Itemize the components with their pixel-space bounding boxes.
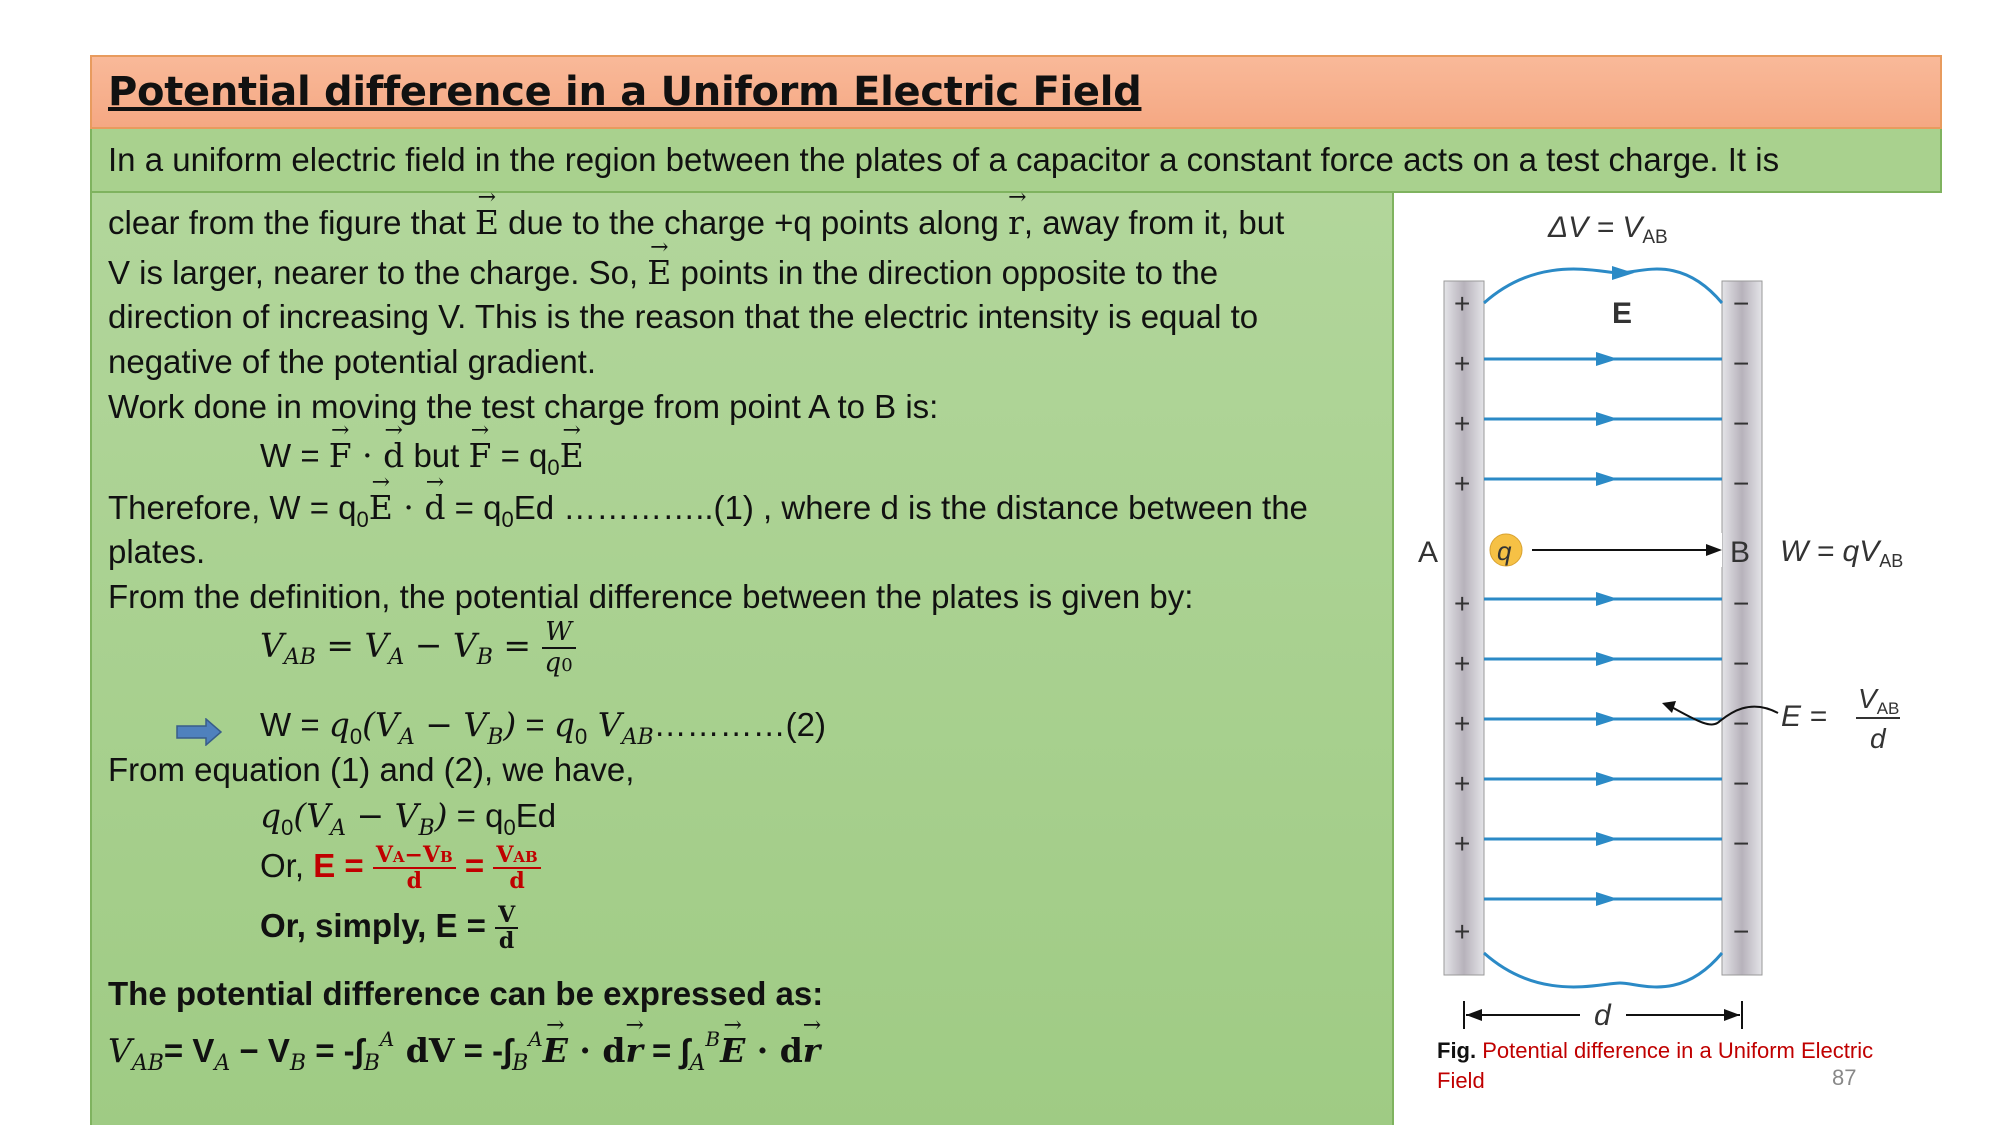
subscript: A	[689, 1051, 706, 1076]
plate-b-label: B	[1730, 536, 1751, 569]
text: dV	[394, 1031, 455, 1070]
plus-sign: +	[1454, 408, 1471, 439]
field-lines	[1484, 352, 1722, 906]
denominator: d	[406, 868, 422, 895]
field-arrow	[1596, 832, 1618, 846]
arrow-right-icon	[176, 718, 222, 746]
plus-sign: +	[1454, 648, 1471, 679]
subscript: 0	[349, 724, 363, 749]
intro-bar	[90, 129, 1942, 193]
text: E =	[313, 846, 373, 884]
text: Ed …………..(1) , where d is the distance between the	[513, 489, 1308, 526]
text: − V	[230, 1032, 290, 1069]
page-number: 87	[1832, 1065, 1857, 1090]
field-arrow	[1596, 652, 1618, 666]
minus-sign: −	[1733, 588, 1750, 619]
text: = -∫	[306, 1032, 364, 1069]
text: · d	[745, 1031, 803, 1070]
text: q	[553, 705, 575, 744]
subscript: A	[388, 645, 405, 671]
plus-sign: +	[1454, 348, 1471, 379]
minus-sign: −	[1733, 468, 1750, 499]
vector-r: → r	[625, 1031, 642, 1070]
text: W =	[260, 706, 329, 743]
fringe-field-bottom	[1484, 953, 1722, 987]
plate-b	[1722, 281, 1762, 975]
text: − V	[345, 796, 419, 835]
superscript: A	[528, 1027, 543, 1051]
plus-sign: +	[1454, 468, 1471, 499]
dimension-arrow	[1724, 1009, 1740, 1021]
minus-sign: −	[1733, 348, 1750, 379]
body-line-5: Work done in moving the test charge from point A to B is:	[108, 388, 939, 425]
fraction	[373, 843, 456, 893]
subscript: B	[440, 848, 453, 866]
subscript: A	[330, 816, 346, 841]
vector-e: → E	[369, 488, 393, 527]
body-line-1	[108, 203, 1284, 242]
fraction	[542, 618, 576, 677]
text: Ed	[515, 797, 557, 834]
minus-sign: −	[1733, 408, 1750, 439]
text: = q	[447, 797, 504, 834]
vector-d: → d	[424, 488, 445, 527]
subscript: B	[363, 1051, 380, 1076]
equation-vab	[260, 618, 576, 677]
field-arrow	[1596, 352, 1618, 366]
subscript: AB	[131, 1051, 164, 1076]
text: Or, simply, E =	[260, 906, 496, 944]
subscript: 0	[547, 455, 560, 480]
text: W =	[260, 437, 329, 474]
plus-sign: +	[1454, 768, 1471, 799]
fraction	[493, 843, 540, 893]
subscript: B	[487, 725, 504, 750]
intro-text: In a uniform electric field in the region between the plates of a capacitor a constant force acts on a test charge. It is	[108, 141, 1780, 178]
text: = V	[315, 625, 389, 665]
text: …………(2)	[653, 706, 826, 743]
body-line-16: The potential difference can be expressed as:	[108, 975, 824, 1012]
vector-e: → E	[475, 203, 499, 242]
text: q	[544, 647, 562, 678]
numerator	[373, 843, 456, 869]
distance-label: d	[1594, 999, 1611, 1032]
text: − V	[404, 625, 477, 665]
text: = q	[445, 489, 502, 526]
denominator: d	[498, 928, 515, 955]
numerator: V	[495, 903, 518, 929]
text: V	[496, 842, 514, 868]
text: ·	[351, 436, 384, 475]
subscript: A	[214, 1051, 231, 1076]
subscript: A	[398, 725, 415, 750]
equation-combined	[260, 796, 557, 841]
equation-work-2	[260, 705, 826, 750]
text: = q	[491, 437, 548, 474]
text: Or,	[260, 846, 314, 884]
field-arrow	[1596, 592, 1618, 606]
charge-label: q	[1497, 536, 1512, 566]
body-line-3: direction of increasing V. This is the reason that the electric intensity is equal to	[108, 298, 1259, 335]
text: due to the charge +q points along	[498, 204, 1009, 241]
dimension-arrow	[1466, 1009, 1482, 1021]
text: = V	[163, 1032, 215, 1069]
field-arrow	[1596, 892, 1618, 906]
minus-sign: −	[1733, 648, 1750, 679]
subscript: B	[512, 1051, 529, 1076]
plate-a-label: A	[1418, 536, 1439, 569]
minus-sign: −	[1733, 288, 1750, 319]
caption-text: Potential difference in a Uniform Electric Field	[1437, 1038, 1874, 1093]
vector-d: → d	[383, 436, 404, 475]
e-eq-label: E =	[1781, 700, 1827, 733]
slide-title: Potential difference in a Uniform Electric Field	[108, 69, 1142, 115]
superscript: A	[379, 1027, 395, 1051]
vector-f: → F	[469, 436, 492, 475]
work-label: $W = qV_{AB}$	[1780, 535, 1904, 571]
subscript: B	[418, 816, 435, 841]
text: (V	[293, 796, 331, 835]
text: Therefore, W = q	[108, 489, 357, 526]
title-bar	[90, 55, 1942, 129]
plate-a	[1444, 281, 1484, 975]
field-arrow	[1596, 412, 1618, 426]
capacitor-figure	[1400, 193, 1960, 1113]
e-pointer-head	[1662, 701, 1676, 713]
subscript: A	[392, 848, 405, 866]
superscript: B	[705, 1027, 721, 1051]
body-line-4: negative of the potential gradient.	[108, 343, 597, 380]
minus-sign: −	[1733, 916, 1750, 947]
plus-sign: +	[1454, 708, 1471, 739]
equation-e-simple	[260, 903, 518, 953]
subscript: AB	[621, 725, 654, 750]
text: clear from the figure that	[108, 204, 475, 241]
text: −V	[404, 842, 441, 868]
text: =	[455, 846, 494, 884]
text: V is larger, nearer to the charge. So,	[108, 254, 648, 291]
fringe-field-top	[1484, 269, 1722, 303]
text: V	[108, 1031, 132, 1070]
field-arrow	[1612, 266, 1634, 280]
text: points in the direction opposite to the	[671, 254, 1219, 291]
text: =	[516, 706, 554, 743]
plate-signs	[1454, 288, 1749, 947]
vector-r: → r	[1008, 203, 1024, 242]
content-panel	[90, 193, 1394, 1125]
delta-v-label: $\Delta V = V_{AB}$	[1548, 211, 1668, 248]
text: V	[260, 625, 284, 665]
vector-e: → E	[560, 436, 584, 475]
vector-f: → F	[329, 436, 352, 475]
field-arrow	[1596, 772, 1618, 786]
text: =	[492, 625, 542, 665]
caption-label: Fig.	[1437, 1038, 1477, 1063]
minus-sign: −	[1733, 708, 1750, 739]
denominator: d	[509, 868, 525, 895]
plus-sign: +	[1454, 588, 1471, 619]
text: ·	[392, 488, 425, 527]
text: )	[434, 796, 448, 835]
field-arrow	[1596, 472, 1618, 486]
text: V	[587, 705, 622, 744]
subscript: AB	[513, 848, 538, 866]
body-line-12: From equation (1) and (2), we have,	[108, 751, 635, 788]
subscript: 0	[281, 815, 294, 840]
text: · d	[567, 1031, 626, 1070]
vector-e: → E	[543, 1031, 568, 1070]
text: but	[404, 437, 469, 474]
subscript: AB	[283, 645, 316, 671]
vector-e: → E	[647, 253, 671, 292]
minus-sign: −	[1733, 828, 1750, 859]
body-line-2	[108, 253, 1218, 292]
vector-r: → r	[803, 1031, 820, 1070]
subscript: 0	[561, 654, 573, 676]
numerator: W	[542, 618, 576, 649]
plus-sign: +	[1454, 288, 1471, 319]
denominator	[542, 649, 576, 678]
text: = -∫	[454, 1032, 513, 1069]
field-arrow	[1596, 712, 1618, 726]
text: , away from it, but	[1023, 204, 1285, 241]
body-line-8: plates.	[108, 533, 206, 570]
subscript: 0	[501, 507, 514, 532]
numerator	[493, 843, 540, 869]
equation-work	[260, 436, 584, 480]
text: q	[260, 796, 282, 835]
equation-integral	[108, 1027, 821, 1076]
text: = ∫	[642, 1032, 690, 1069]
text: (V	[362, 705, 399, 744]
text: q	[328, 705, 350, 744]
subscript: B	[476, 645, 493, 671]
plus-sign: +	[1454, 828, 1471, 859]
subscript: B	[289, 1051, 307, 1076]
body-line-7	[108, 488, 1308, 532]
vector-e: → E	[720, 1031, 745, 1070]
subscript: 0	[503, 815, 516, 840]
text: V	[375, 842, 393, 868]
equation-e-red	[260, 843, 541, 893]
minus-sign: −	[1733, 768, 1750, 799]
text: )	[503, 705, 517, 744]
text: − V	[414, 705, 488, 744]
plus-sign: +	[1454, 916, 1471, 947]
fraction	[495, 903, 518, 953]
body-line-9: From the definition, the potential difference between the plates is given by:	[108, 578, 1194, 615]
subscript: 0	[356, 507, 369, 532]
e-numerator: $V_{AB}$	[1858, 683, 1900, 718]
e-denominator: d	[1870, 723, 1886, 754]
field-label: E	[1612, 297, 1633, 330]
subscript: 0	[575, 724, 588, 749]
